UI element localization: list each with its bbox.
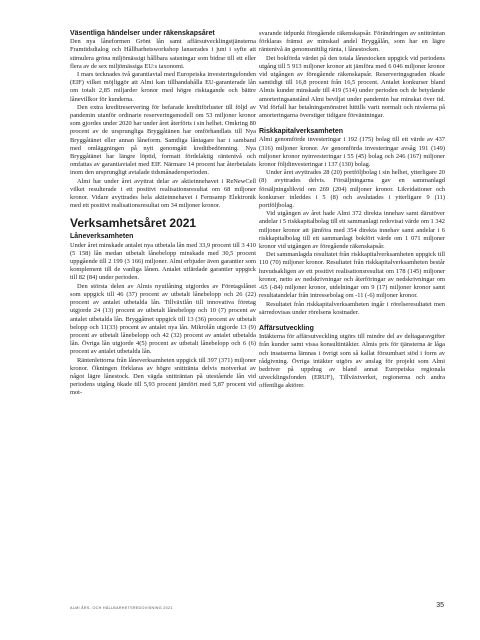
paragraph: Vid utgången av året hade Almi 372 direkta innehav samt därutöver andelar i 5 riskkapitalbolag till ett sammanlagt redovisat värde om 1 342 miljoner kronor att jämföra med 354 direkta innehav samt andelar i 6 riskkapitalbolag till ett sammanlagt bokfört värde om 1 071 miljoner kronor vid utgången av föregående räkenskapsår.: [259, 210, 445, 251]
paragraph: Det bokförda värdet på den totala lånestocken uppgick vid periodens utgång till 5 913 miljoner kronor att jämföra med 6 046 miljoner kronor vid utgången av föregående räkenskapsår. Reserveringsgraden ökade samtidigt till 16,8 procent från 16,5 procent. Antalet konkurser bland Almis kunder minskade till 419 (514) under perioden och de betydande amorteringsanstånd Almi beviljat under pandemin har minskat över tid. Vid förfall har betalningsmönstret hittills varit normalt och nivåerna på amorteringarna överstiger tidigare förväntningar.: [259, 54, 445, 120]
left-column: [70, 30, 256, 398]
paragraph: I mars tecknades två garantiavtal med Europeiska investeringsfonden (EIF) vilket möjliggör att Almi kan tillhandahålla EU-garanterade lån om totalt 2,85 miljarder kronor med högre risktagande och bättre lånevillkor för kunderna.: [70, 71, 256, 103]
paragraph: Under året minskade antalet nya utbetala lån med 33,9 procent till 3 410 (5 158) lån medan utbetalt lånebelopp minskade med 30,5 procent uppgående till 2 199 (3 166) miljoner. Almi erbjuder även garantier som komplement till de vanliga lånen. Antalet utfärdade garantier uppgick till 82 (84) under perioden.: [70, 241, 256, 282]
subheading-lending: Låneverksamheten: [70, 233, 134, 241]
paragraph: svarande tidpunkt föregående räkenskapsår. Förändringen av snitträntan förklaras främst av minskad andel Bryggålån, som har en lägre räntenivå än genomsnittlig ränta, i lånestocken.: [259, 30, 445, 54]
running-footer-title: ALMI ÅRS- OCH HÅLLBARHETSREDOVISNING 2021: [70, 606, 173, 610]
subheading-venture-capital: Riskkapitalverksamheten: [259, 128, 344, 136]
paragraph: Intäkterna för affärsutveckling utgörs till mindre del av deltagaravgifter från kunder samt vissa konsultintäkter. Almis pris för tjänsterna är låga och insatserna lämnas i övrigt som så kallat försumbart stöd i form av rådgivning. Övriga intäkter utgörs av anslag för projekt som Almi bedriver på uppdrag av bland annat Europeiska regionala utvecklingsfonden (ERUF), Tillväxtverket, regionerna och andra offentliga aktörer.: [259, 333, 445, 390]
spacer: [259, 317, 445, 325]
paragraph: Den nya låneformen Grönt lån samt affärsutvecklingstjänsterna Framtidsdialog och Hållbarhetsworkshop lanserades i juni i syfte att stimulera gröna miljömässigt hållbara satsningar som bidrar till ett eller flera av de sex miljömässiga EU:s taxonomi.: [70, 38, 256, 70]
page-number: 35: [436, 602, 444, 609]
paragraph: Almi genomförde investeringar i 192 (175) bolag till ett värde av 437 (316) miljoner kronor. Av genomförda investeringar avsåg 191 (149) miljoner kronor nyinvesteringar i 55 (45) bolag och 246 (167) miljoner kronor följdinvesteringar i 137 (130) bolag.: [259, 136, 445, 169]
right-column: [259, 30, 445, 391]
subheading-business-development: Affärsutveckling: [259, 324, 314, 332]
paragraph: Resultatet från riskkapitalverksamheten ingår i rörelseresultatet men särredovisas under rörelsens kostnader.: [259, 300, 445, 316]
paragraph: Den största delen av Almis nyutlåning utgjordes av Företagslånet som uppgick till 46 (37) procent av utbetalt lånebelopp och 26 (22) procent av antalet utbetalda lån. Tillväxtlån till innovativa företag utgjorde 24 (13) procent av utbetalt lånebelopp och 10 (7) procent av antalet utbetalda lån. Bryggåtnet uppgick till 13 (36) procent av utbetalt belopp och 11(33) procent av antalet nya lån. Mikrolån utgjorde 13 (9) procent av utbetalt lånebelopp och 42 (32) procent av antalet utbetalda lån. Övriga lån utgjorde 4(5) procent av utbetalt lånebelopp och 6 (6) procent av antalet utbetalda lån.: [70, 282, 256, 356]
paragraph: Almi har under året avyttrat delar av aktieinnehavet i ReNewCell vilket resulterade i ett positivt realisationsresultat om 68 miljoner kronor. Vidare avyttrades hela aktieinnehavet i Fernsamp Elektronik med ett positivt realisationsresultat om 34 miljoner kronor.: [70, 177, 256, 210]
spacer: [259, 120, 445, 128]
paragraph: Räntenlettorna från låneverksamheten uppgick till 397 (371) miljoner kronor. Ökningen förklaras av högre snittränta delvis motverkat av något lägre lånestock. Den vägda snitträntan på utestående lån vid periodens utgång ökade till 5,93 procent jämfört med 5,87 procent vid mot-: [70, 356, 256, 397]
section-heading-year-2021: Verksamhetsåret 2021: [70, 216, 197, 231]
section-heading-significant-events: Väsentliga händelser under räkenskapsåret: [70, 30, 215, 37]
paragraph: Under året avyttrades 28 (20) portföljbolag i sin helhet, ytterligare 20 (8) avyttrades delvis. Försäljningarna gav en sammanlagd försäljningslikvid om 269 (204) miljoner kronor. Likvidationer och konkurser inleddes i 5 (8) och avslutades i ytterligare 9 (11) portföljbolag.: [259, 169, 445, 210]
paragraph: Det sammanlagda resultatet från riskkapitalverksamheten uppgick till 110 (70) miljoner kronor. Resultatet från riskkapitalverksamheten består huvudsakligen av ett positivt realisationsresultat om 178 (145) miljoner kronor, netto av nedskrivningar och återföringar av nedskrivningar om -65 (-84) miljoner kronor, utdelningar om 9 (17) miljoner kronor samt resultatandelar från intressebolag om -11 (-6) miljoner kronor.: [259, 251, 445, 300]
paragraph: Den extra kreditreservering för befarade kreditförluster till följd av pandemin utanför ordinarie reserveringsmodell om 53 miljoner kronor som gjordes under 2020 har under året återförts i sin helhet. Omkring 80 procent av de ursprungliga Bryggåtänen har omförhandlats till Nya Bryggåtänet eller annan låneform. Samtliga låntagare har i samband med omläggningen på nytt genomgått kreditbedömning. Nya Bryggåtänet har längre löptid, formatt fördelaktig räntenivå och omfattas av garantiavtalet med EIF. Närmare 14 procent har återbetalats inom den ursprungligt avtalade tidsmånadersperioden.: [70, 103, 256, 177]
